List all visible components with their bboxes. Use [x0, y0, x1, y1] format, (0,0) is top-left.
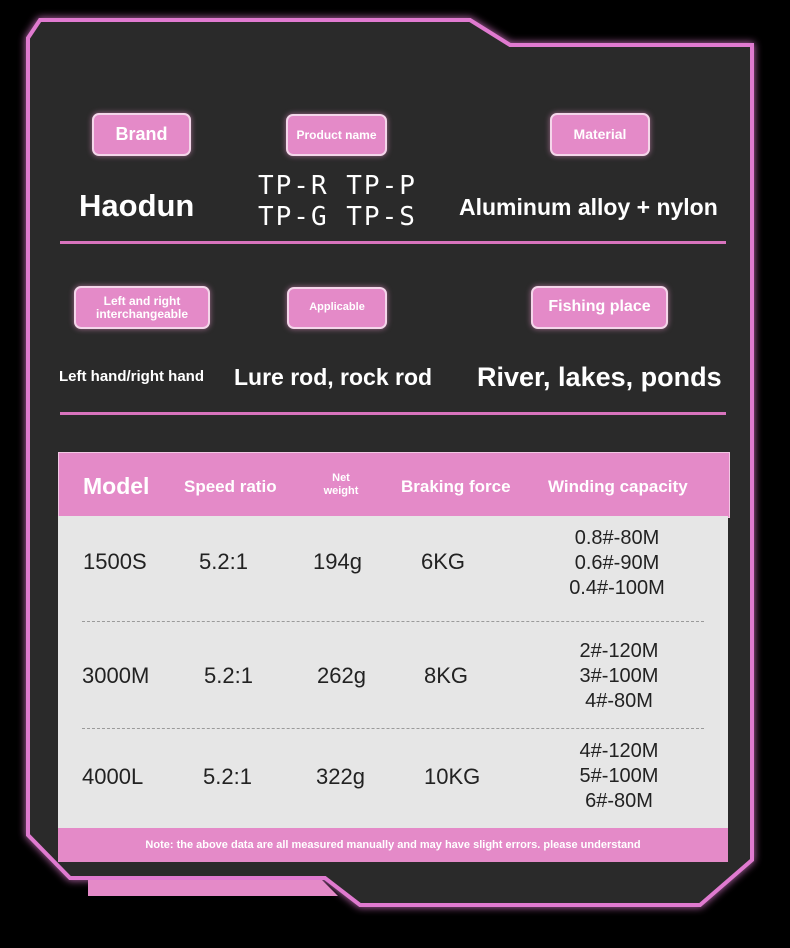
row-3-braking: 10KG: [424, 764, 481, 789]
row-2-braking: 8KG: [424, 663, 469, 688]
header-speed-ratio: Speed ratio: [184, 477, 277, 496]
applicable-label: Applicable: [287, 287, 387, 329]
table-body: [58, 516, 728, 828]
header-net-weight: Net weight: [323, 472, 359, 497]
row-1-speed: 5.2:1: [199, 549, 248, 574]
row-1-braking: 6KG: [421, 549, 466, 574]
row-3-winding: 4#-120M 5#-100M 6#-80M: [579, 740, 659, 812]
row-separator-2: [82, 728, 704, 729]
header-braking-force: Braking force: [401, 477, 511, 496]
row-1-model: 1500S: [83, 549, 147, 574]
brand-label: Brand: [92, 113, 191, 156]
row-3-speed: 5.2:1: [203, 764, 252, 789]
material-value: Aluminum alloy + nylon: [459, 194, 718, 220]
bottom-tab: [88, 880, 338, 896]
product-names-line1: TP-R TP-P: [258, 171, 417, 201]
row-3-weight: 322g: [316, 764, 365, 789]
product-names-line2: TP-G TP-S: [258, 202, 417, 232]
material-label: Material: [550, 113, 650, 156]
product-name-label: Product name: [286, 114, 387, 156]
row-2-model: 3000M: [82, 663, 150, 688]
row-2-speed: 5.2:1: [204, 663, 253, 688]
divider-1: [60, 241, 726, 244]
row-1-winding: 0.8#-80M 0.6#-90M 0.4#-100M: [569, 527, 665, 599]
brand-value: Haodun: [79, 188, 195, 223]
header-winding-capacity: Winding capacity: [548, 477, 688, 496]
row-2-weight: 262g: [317, 663, 366, 688]
row-2-winding: 2#-120M 3#-100M 4#-80M: [579, 640, 659, 712]
header-model: Model: [83, 473, 150, 499]
row-3-model: 4000L: [82, 764, 144, 789]
table-header: [58, 452, 730, 518]
fishing-place-value: River, lakes, ponds: [477, 362, 722, 392]
row-separator-1: [82, 621, 704, 622]
divider-2: [60, 412, 726, 415]
hand-value: Left hand/right hand: [59, 368, 204, 385]
fishing-place-label: Fishing place: [531, 286, 668, 329]
row-1-weight: 194g: [313, 549, 362, 574]
applicable-value: Lure rod, rock rod: [234, 364, 433, 390]
hand-label: Left and right interchangeable: [74, 286, 210, 329]
disclaimer-note: Note: the above data are all measured manually and may have slight errors. please understand: [58, 828, 728, 862]
